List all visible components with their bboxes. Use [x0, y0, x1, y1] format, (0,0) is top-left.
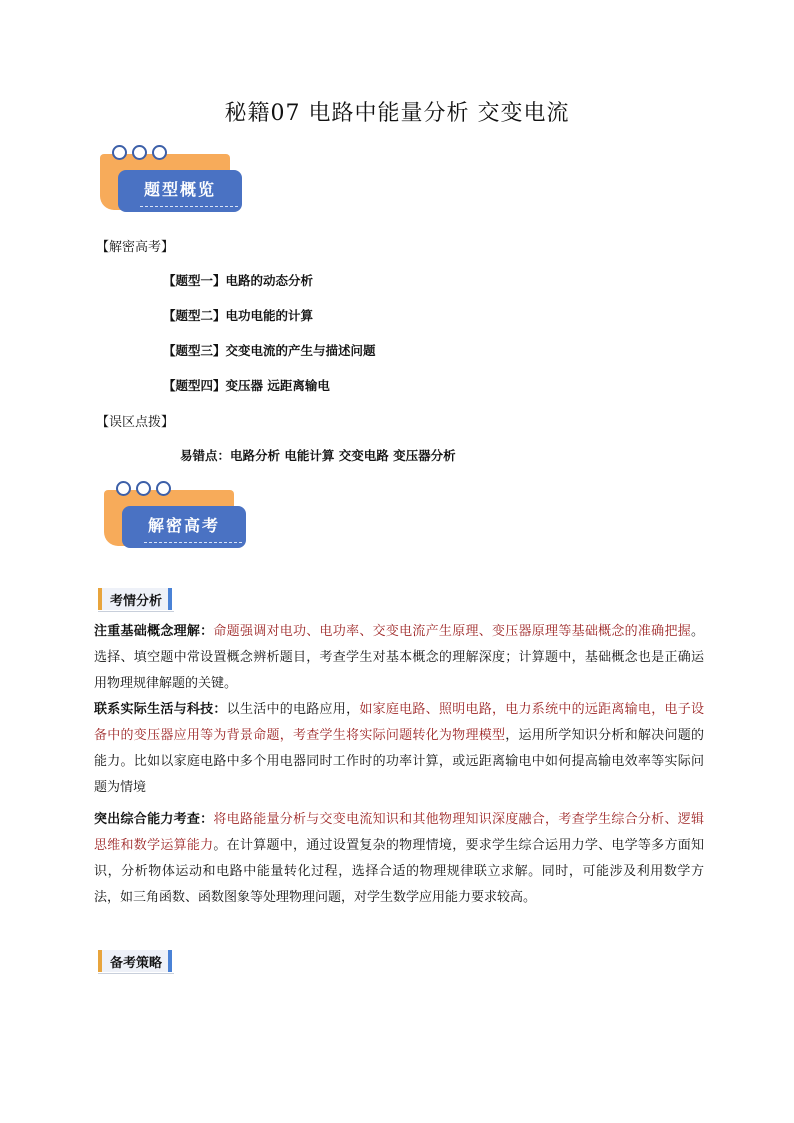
- section-underline: [98, 611, 174, 612]
- para-lead: 突出综合能力考查：: [94, 812, 214, 827]
- page-title: 秘籍07 电路中能量分析 交变电流: [224, 101, 570, 126]
- item-text: 电路的动态分析: [225, 273, 314, 288]
- section-label-strategy: [98, 950, 168, 972]
- item-text: 电功电能的计算: [225, 308, 314, 323]
- badge-label: [122, 506, 246, 548]
- binder-rings-icon: [116, 481, 171, 496]
- section-label-analysis: [98, 588, 168, 610]
- mistakes-heading: 【误区点拨】: [96, 415, 175, 430]
- binder-rings-icon: [112, 145, 167, 160]
- section-label-text: 备考策略: [110, 955, 163, 971]
- overview-heading: 【解密高考】: [96, 240, 175, 255]
- badge-label-text: 解密高考: [147, 515, 220, 535]
- item-tag: 【题型二】: [163, 308, 226, 323]
- badge-label-text: 题型概览: [143, 179, 216, 199]
- item-tag: 【题型四】: [163, 378, 226, 393]
- para-highlight: 如家庭电路、照明电路，电力系统中的远距离输电，电子设备中的变压器应用等为背景命题，考查学生将实际问题转化为物理模型: [94, 702, 704, 743]
- item-text: 变压器 远距离输电: [225, 378, 330, 393]
- list-item: [163, 271, 313, 289]
- mistakes-line: [180, 446, 456, 464]
- para-body-intro: 以生活中的电路应用，: [226, 702, 360, 717]
- para-body: ，运用所学知识分析和解决问题的能力。比如以家庭电路中多个用电器同时工作时的功率计算，或远距离输电中如何提高输电效率等实际问题为情境: [94, 728, 704, 795]
- mistakes-text: 电路分析 电能计算 交变电路 变压器分析: [230, 448, 456, 463]
- para-lead: 注重基础概念理解：: [94, 624, 214, 639]
- list-item: [163, 306, 313, 324]
- para-highlight: 命题强调对电功、电功率、交变电流产生原理、变压器原理等基础概念的准确把握: [213, 624, 691, 639]
- paragraph-practice: [94, 697, 704, 801]
- item-tag: 【题型一】: [163, 273, 226, 288]
- list-item: [163, 376, 330, 394]
- paragraph-foundation: [94, 619, 704, 697]
- list-item: [163, 341, 376, 359]
- exam-badge: [104, 478, 254, 554]
- item-tag: 【题型三】: [163, 343, 226, 358]
- paragraph-comprehensive: [94, 807, 704, 911]
- para-lead: 联系实际生活与科技：: [94, 702, 227, 717]
- para-body: 。选择、填空题中常设置概念辨析题目，考查学生对基本概念的理解深度；计算题中，基础概念也是正确运用物理规律解题的关键。: [94, 624, 704, 691]
- mistakes-label: 易错点：: [180, 448, 231, 463]
- item-text: 交变电流的产生与描述问题: [225, 343, 376, 358]
- para-highlight: 将电路能量分析与交变电流知识和其他物理知识深度融合，考查学生综合分析、逻辑思维和数学运算能力: [94, 812, 704, 853]
- section-underline: [98, 973, 174, 974]
- overview-badge: [100, 142, 250, 218]
- section-label-text: 考情分析: [110, 593, 163, 609]
- para-body: 。在计算题中，通过设置复杂的物理情境，要求学生综合运用力学、电学等多方面知识，分析物体运动和电路中能量转化过程，选择合适的物理规律联立求解。同时，可能涉及利用数学方法，如三角函数、函数图象等处理物理问题，对学生数学应用能力要求较高。: [94, 838, 704, 905]
- badge-label: [118, 170, 242, 212]
